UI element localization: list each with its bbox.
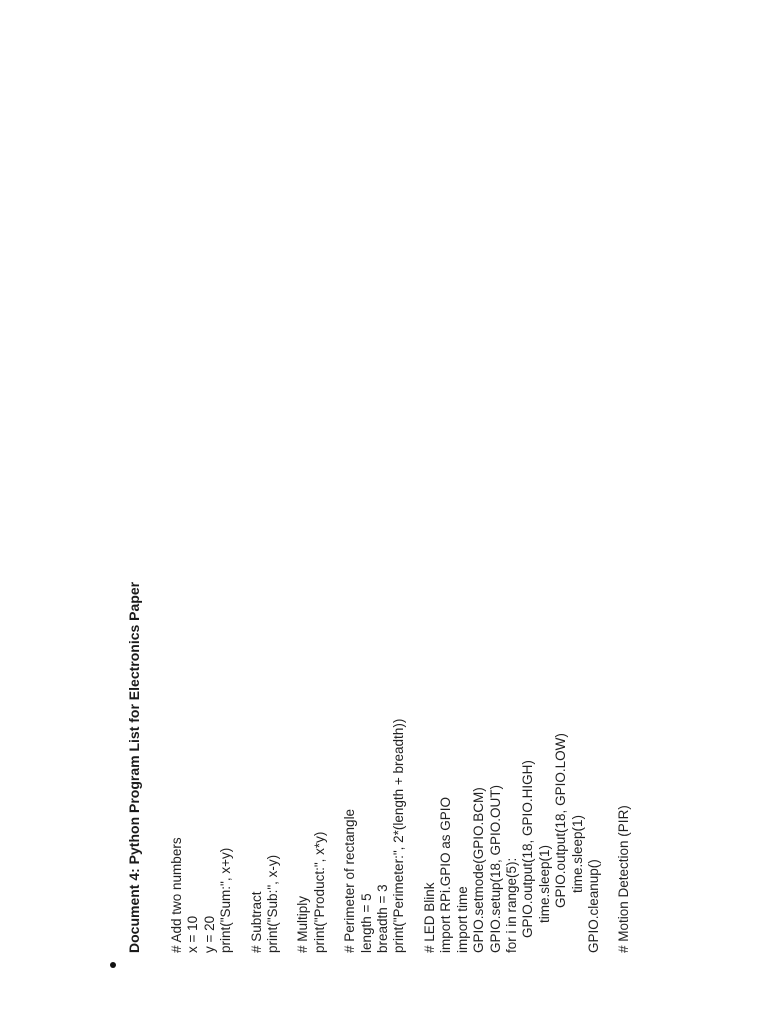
program-block-perimeter — [342, 53, 408, 953]
code-line: GPIO.output(18, GPIO.HIGH) — [520, 760, 536, 953]
code-line: GPIO.setmode(GPIO.BCM) — [471, 787, 487, 953]
code-line: GPIO.output(18, GPIO.LOW) — [553, 733, 569, 953]
code-line: print("Sum:", x+y) — [218, 847, 234, 953]
code-line: import time — [454, 886, 470, 953]
program-block-led-blink — [422, 53, 602, 953]
program-block-motion-detection — [616, 53, 632, 953]
rotated-content — [126, 53, 647, 953]
code-line: GPIO.setup(18, GPIO.OUT) — [487, 784, 503, 953]
code-line: # Motion Detection (PIR) — [616, 805, 632, 953]
code-line: import RPi.GPIO as GPIO — [438, 796, 454, 953]
code-line: # LED Blink — [421, 882, 437, 953]
document-title: Document 4: Python Program List for Electronics Paper — [126, 581, 142, 953]
program-block-subtract — [249, 53, 282, 953]
code-line: # Multiply — [295, 895, 311, 953]
code-line: for i in range(5): — [503, 857, 519, 953]
code-line: time.sleep(1) — [569, 814, 585, 953]
code-line: time.sleep(1) — [536, 844, 552, 953]
code-line: # Add two numbers — [169, 837, 184, 953]
code-line: print("Perimeter:", 2*(length + breadth)) — [391, 718, 407, 953]
code-line: print("Sub:", x-y) — [265, 854, 281, 953]
list-bullet — [110, 962, 116, 968]
code-line: # Subtract — [248, 891, 264, 953]
code-line: y = 20 — [201, 915, 217, 953]
program-block-multiply — [295, 53, 328, 953]
program-block-add — [169, 53, 235, 953]
code-line: length = 5 — [358, 893, 374, 953]
code-line: breadth = 3 — [375, 884, 391, 953]
code-line: # Perimeter of rectangle — [342, 808, 358, 953]
code-line: x = 10 — [185, 915, 201, 953]
code-line: print("Product:", x*y) — [311, 831, 327, 953]
code-line: GPIO.cleanup() — [585, 859, 601, 953]
